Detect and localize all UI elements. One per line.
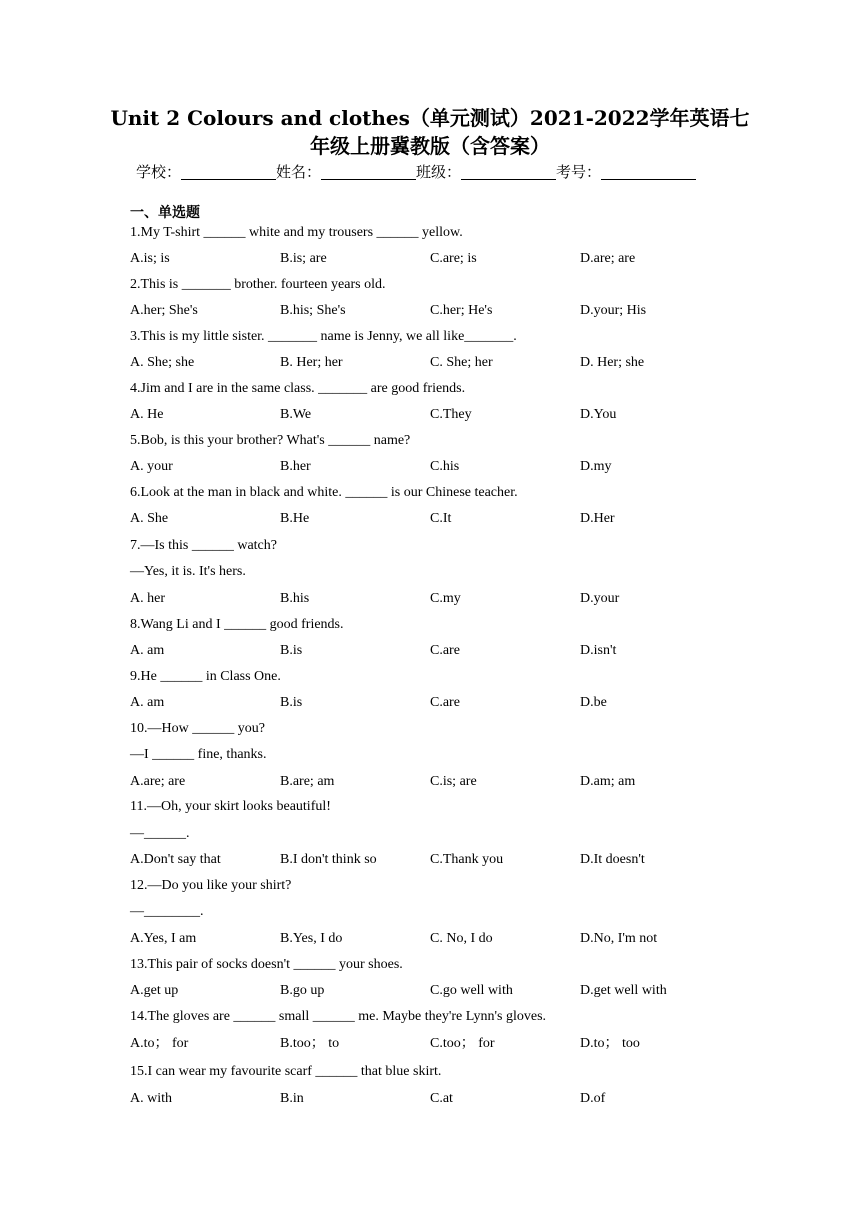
question-10-option-c: C.is; are bbox=[430, 774, 477, 789]
number-label: 考号： bbox=[556, 163, 602, 181]
number-blank bbox=[601, 163, 696, 180]
question-3-option-d: D. Her; she bbox=[580, 355, 645, 370]
question-4-stem-line-1: 4.Jim and I are in the same class. _______ are good friends. bbox=[130, 381, 466, 396]
question-3-stem-line-1: 3.This is my little sister. _______ name is Jenny, we all like_______. bbox=[130, 329, 517, 344]
class-label: 班级： bbox=[416, 163, 462, 181]
question-14-option-c: C.too； for bbox=[430, 1036, 495, 1051]
question-10-option-b: B.are; am bbox=[280, 774, 335, 789]
document-title-line1: Unit 2 Colours and clothes（单元测试）2021-2022学年英语七 bbox=[110, 106, 750, 130]
question-14-option-b: B.too； to bbox=[280, 1036, 340, 1051]
question-2-option-c: C.her; He's bbox=[430, 303, 493, 318]
question-5-stem-line-1: 5.Bob, is this your brother? What's ______ name? bbox=[130, 433, 411, 448]
question-6-option-d: D.Her bbox=[580, 511, 615, 526]
question-9-option-b: B.is bbox=[280, 695, 303, 710]
question-5-option-a: A. your bbox=[130, 459, 173, 474]
question-11-stem-line-2: —______. bbox=[130, 826, 190, 841]
question-15-option-c: C.at bbox=[430, 1091, 453, 1106]
question-7-option-d: D.your bbox=[580, 591, 620, 606]
name-label: 姓名： bbox=[276, 163, 322, 181]
question-11-option-b: B.I don't think so bbox=[280, 852, 377, 867]
question-4-option-a: A. He bbox=[130, 407, 164, 422]
question-15-option-b: B.in bbox=[280, 1091, 304, 1106]
question-14-stem-line-1: 14.The gloves are ______ small ______ me. Maybe they're Lynn's gloves. bbox=[130, 1009, 547, 1024]
name-blank bbox=[321, 163, 416, 180]
question-13-stem-line-1: 13.This pair of socks doesn't ______ your shoes. bbox=[130, 957, 403, 972]
question-1-option-a: A.is; is bbox=[130, 251, 170, 266]
question-2-option-b: B.his; She's bbox=[280, 303, 346, 318]
question-10-stem-line-1: 10.—How ______ you? bbox=[130, 721, 265, 736]
question-8-stem-line-1: 8.Wang Li and I ______ good friends. bbox=[130, 617, 344, 632]
question-12-option-b: B.Yes, I do bbox=[280, 931, 343, 946]
school-blank bbox=[181, 163, 276, 180]
question-8-option-a: A. am bbox=[130, 643, 165, 658]
question-10-option-a: A.are; are bbox=[130, 774, 186, 789]
question-5-option-d: D.my bbox=[580, 459, 612, 474]
question-8-option-c: C.are bbox=[430, 643, 460, 658]
question-10-stem-line-2: —I ______ fine, thanks. bbox=[130, 747, 267, 762]
question-1-option-c: C.are; is bbox=[430, 251, 477, 266]
question-12-option-d: D.No, I'm not bbox=[580, 931, 658, 946]
question-4-option-d: D.You bbox=[580, 407, 617, 422]
question-15-option-a: A. with bbox=[130, 1091, 172, 1106]
question-2-stem-line-1: 2.This is _______ brother. fourteen years old. bbox=[130, 277, 386, 292]
question-10-option-d: D.am; am bbox=[580, 774, 636, 789]
school-label: 学校： bbox=[136, 163, 182, 181]
question-5-option-c: C.his bbox=[430, 459, 460, 474]
question-12-option-c: C. No, I do bbox=[430, 931, 493, 946]
question-6-option-c: C.It bbox=[430, 511, 452, 526]
question-7-option-b: B.his bbox=[280, 591, 310, 606]
question-1-stem-line-1: 1.My T-shirt ______ white and my trousers ______ yellow. bbox=[130, 225, 463, 240]
question-11-option-a: A.Don't say that bbox=[130, 852, 221, 867]
question-7-option-a: A. her bbox=[130, 591, 165, 606]
question-11-option-c: C.Thank you bbox=[430, 852, 504, 867]
question-7-option-c: C.my bbox=[430, 591, 461, 606]
question-15-stem-line-1: 15.I can wear my favourite scarf ______ that blue skirt. bbox=[130, 1064, 442, 1079]
question-2-option-a: A.her; She's bbox=[130, 303, 198, 318]
section-title: 一、单选题 bbox=[130, 205, 200, 221]
question-7-stem-line-2: —Yes, it is. It's hers. bbox=[130, 564, 246, 579]
question-14-option-d: D.to； too bbox=[580, 1036, 640, 1051]
question-4-option-c: C.They bbox=[430, 407, 472, 422]
question-3-option-a: A. She; she bbox=[130, 355, 195, 370]
question-8-option-d: D.isn't bbox=[580, 643, 617, 658]
question-13-option-c: C.go well with bbox=[430, 983, 513, 998]
question-9-stem-line-1: 9.He ______ in Class One. bbox=[130, 669, 281, 684]
question-8-option-b: B.is bbox=[280, 643, 303, 658]
question-4-option-b: B.We bbox=[280, 407, 312, 422]
question-9-option-c: C.are bbox=[430, 695, 460, 710]
question-12-stem-line-2: —________. bbox=[130, 904, 204, 919]
question-13-option-a: A.get up bbox=[130, 983, 179, 998]
question-11-option-d: D.It doesn't bbox=[580, 852, 645, 867]
document-title-line2: 年级上册冀教版（含答案） bbox=[310, 134, 550, 158]
class-blank bbox=[461, 163, 556, 180]
question-3-option-b: B. Her; her bbox=[280, 355, 343, 370]
question-2-option-d: D.your; His bbox=[580, 303, 647, 318]
question-1-option-b: B.is; are bbox=[280, 251, 327, 266]
question-1-option-d: D.are; are bbox=[580, 251, 636, 266]
question-6-stem-line-1: 6.Look at the man in black and white. ______ is our Chinese teacher. bbox=[130, 485, 518, 500]
question-13-option-b: B.go up bbox=[280, 983, 325, 998]
question-6-option-b: B.He bbox=[280, 511, 310, 526]
student-info-row bbox=[136, 160, 696, 184]
question-9-option-d: D.be bbox=[580, 695, 607, 710]
question-14-option-a: A.to； for bbox=[130, 1036, 189, 1051]
question-12-option-a: A.Yes, I am bbox=[130, 931, 197, 946]
question-3-option-c: C. She; her bbox=[430, 355, 493, 370]
question-11-stem-line-1: 11.—Oh, your skirt looks beautiful! bbox=[130, 799, 331, 814]
question-7-stem-line-1: 7.—Is this ______ watch? bbox=[130, 538, 277, 553]
question-15-option-d: D.of bbox=[580, 1091, 606, 1106]
question-5-option-b: B.her bbox=[280, 459, 311, 474]
question-13-option-d: D.get well with bbox=[580, 983, 667, 998]
question-9-option-a: A. am bbox=[130, 695, 165, 710]
question-6-option-a: A. She bbox=[130, 511, 169, 526]
question-12-stem-line-1: 12.—Do you like your shirt? bbox=[130, 878, 292, 893]
